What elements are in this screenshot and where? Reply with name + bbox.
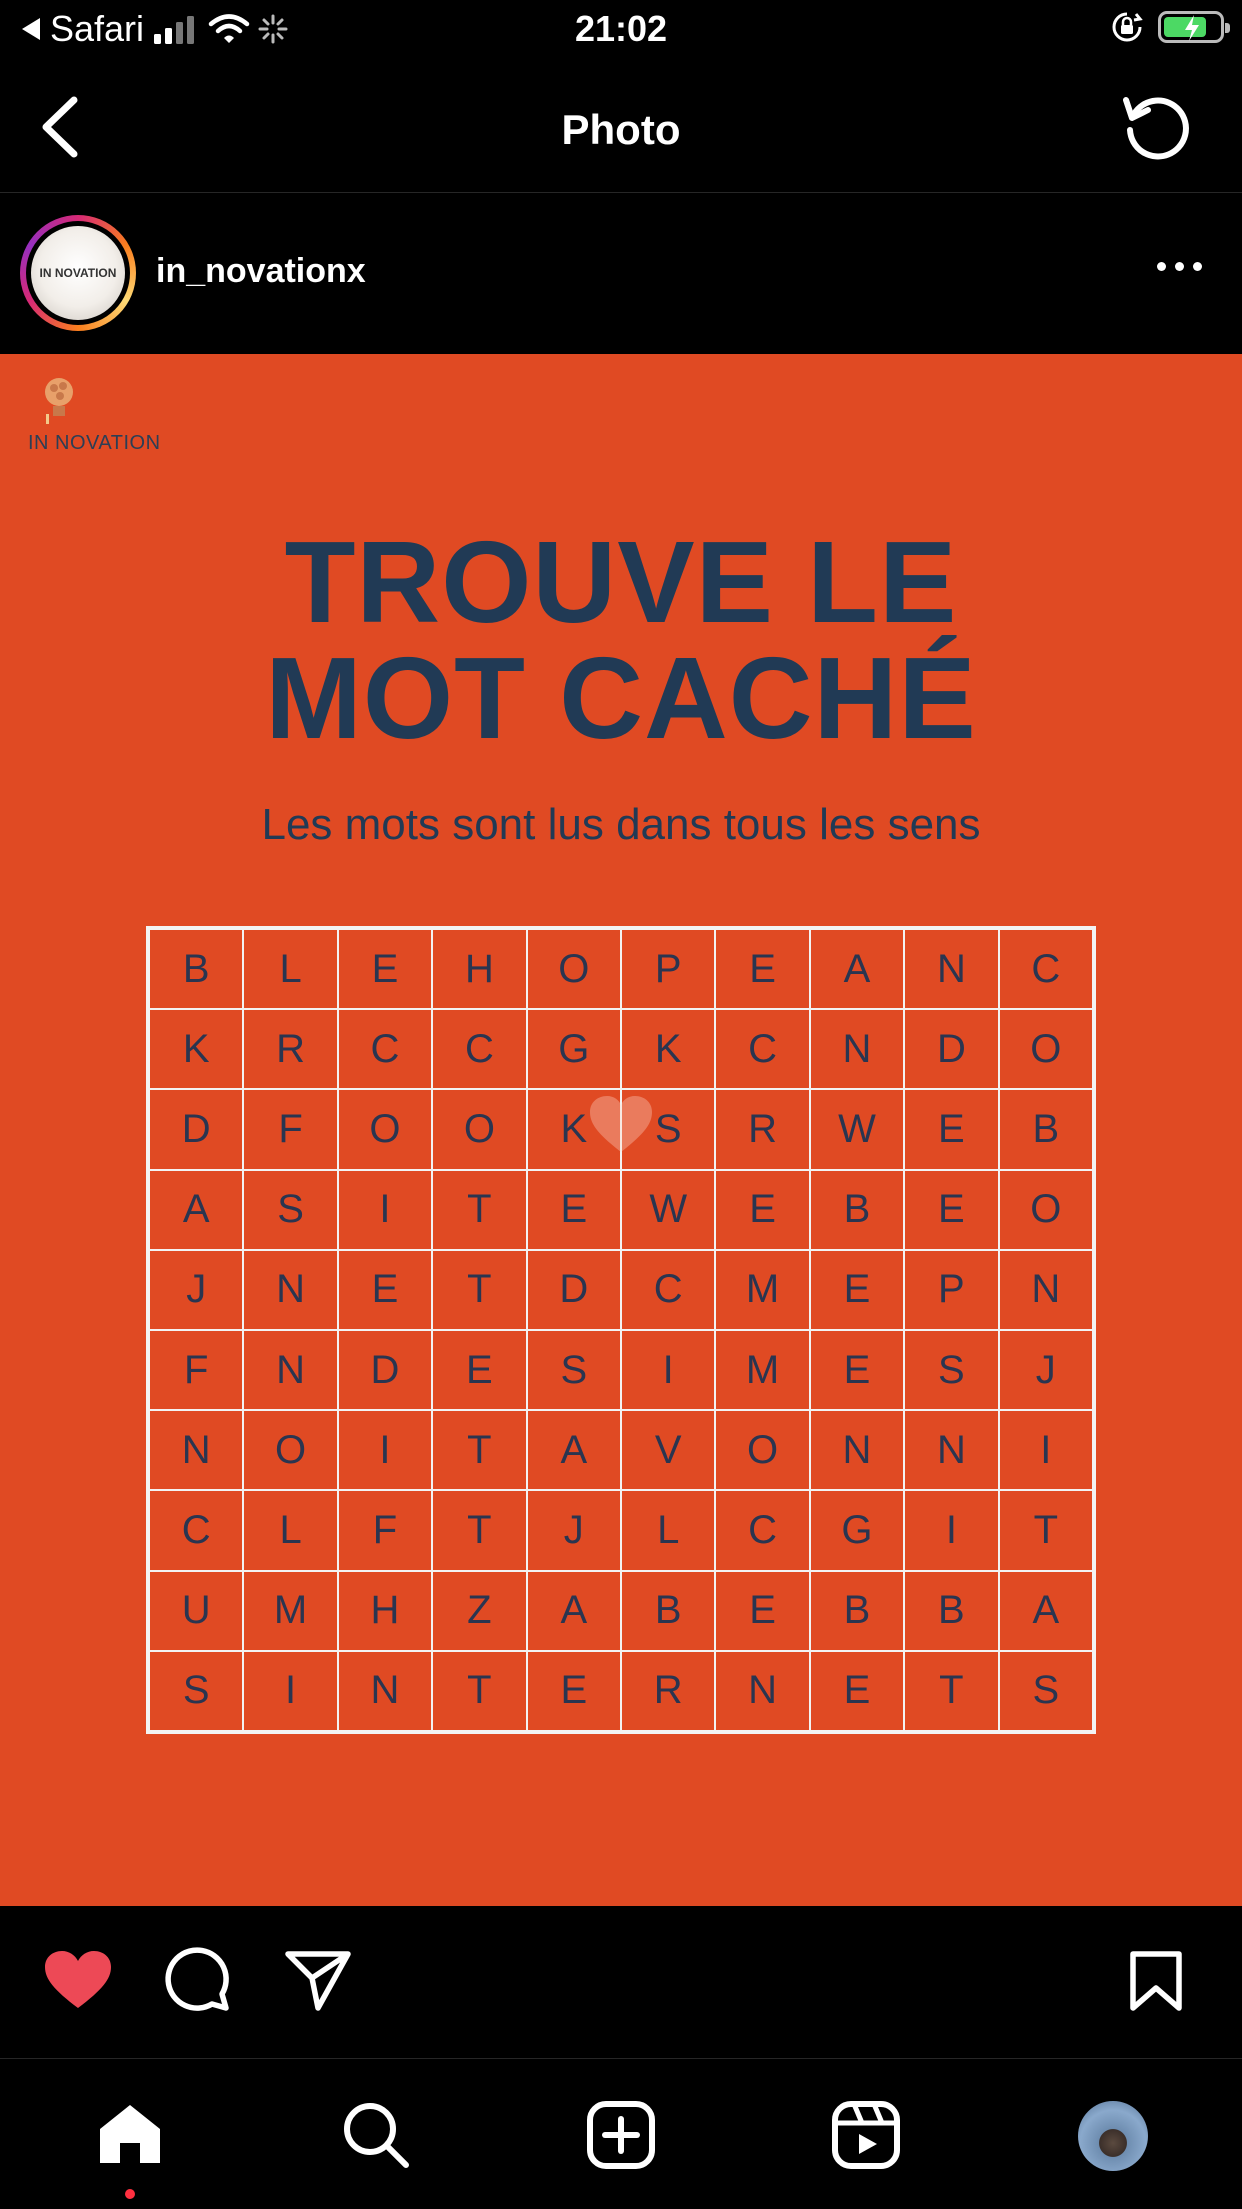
more-options-icon[interactable] <box>1157 262 1202 271</box>
comment-icon[interactable] <box>164 1946 232 2014</box>
grid-cell: N <box>243 1250 337 1330</box>
grid-cell: H <box>432 929 526 1009</box>
tab-search-icon[interactable] <box>340 2099 412 2171</box>
grid-cell: E <box>904 1089 998 1169</box>
home-active-dot <box>125 2189 135 2199</box>
grid-cell: E <box>715 1571 809 1651</box>
grid-cell: C <box>621 1250 715 1330</box>
grid-cell: R <box>621 1651 715 1731</box>
grid-cell: I <box>621 1330 715 1410</box>
grid-cell: R <box>715 1089 809 1169</box>
grid-cell: S <box>527 1330 621 1410</box>
grid-cell: P <box>904 1250 998 1330</box>
page-title: Photo <box>561 106 681 153</box>
avatar[interactable] <box>31 226 125 320</box>
grid-cell: T <box>432 1250 526 1330</box>
battery-icon <box>1158 11 1224 43</box>
grid-cell: A <box>527 1410 621 1490</box>
likes-count-peek <box>46 2042 246 2056</box>
grid-cell: S <box>904 1330 998 1410</box>
grid-cell: I <box>338 1410 432 1490</box>
status-time: 21:02 <box>574 8 668 49</box>
grid-cell: E <box>715 929 809 1009</box>
grid-cell: I <box>999 1410 1093 1490</box>
grid-cell: E <box>338 1250 432 1330</box>
grid-cell: N <box>999 1250 1093 1330</box>
brand-text: IN NOVATION <box>28 432 161 454</box>
grid-cell: C <box>149 1490 243 1570</box>
bookmark-icon[interactable] <box>1128 1950 1184 2012</box>
grid-cell: S <box>243 1170 337 1250</box>
grid-cell: B <box>810 1170 904 1250</box>
grid-cell: J <box>149 1250 243 1330</box>
grid-cell: A <box>527 1571 621 1651</box>
grid-cell: T <box>432 1410 526 1490</box>
grid-cell: M <box>715 1330 809 1410</box>
grid-cell: C <box>432 1009 526 1089</box>
post-image[interactable] <box>0 354 1242 1906</box>
grid-cell: T <box>432 1490 526 1570</box>
grid-cell: O <box>999 1009 1093 1089</box>
grid-cell: B <box>621 1571 715 1651</box>
grid-cell: W <box>621 1170 715 1250</box>
grid-cell: C <box>715 1490 809 1570</box>
grid-cell: A <box>810 929 904 1009</box>
orientation-lock-icon <box>1110 10 1144 44</box>
grid-cell: O <box>527 929 621 1009</box>
grid-cell: J <box>999 1330 1093 1410</box>
word-search-grid <box>146 926 1096 1734</box>
grid-cell: O <box>999 1170 1093 1250</box>
brand-logo <box>28 376 208 466</box>
grid-cell: W <box>810 1089 904 1169</box>
grid-cell: E <box>810 1250 904 1330</box>
status-bar <box>0 0 1242 62</box>
grid-cell: R <box>243 1009 337 1089</box>
grid-cell: O <box>338 1089 432 1169</box>
grid-cell: S <box>621 1089 715 1169</box>
grid-cell: B <box>810 1571 904 1651</box>
grid-cell: A <box>999 1571 1093 1651</box>
grid-cell: D <box>904 1009 998 1089</box>
grid-cell: B <box>999 1089 1093 1169</box>
grid-cell: F <box>149 1330 243 1410</box>
post-actions <box>0 1906 1242 2056</box>
grid-cell: S <box>149 1651 243 1731</box>
grid-cell: U <box>149 1571 243 1651</box>
tab-create-icon[interactable] <box>585 2099 657 2171</box>
grid-cell: D <box>527 1250 621 1330</box>
refresh-icon[interactable] <box>1118 90 1192 164</box>
grid-cell: C <box>999 929 1093 1009</box>
grid-cell: N <box>904 929 998 1009</box>
grid-cell: G <box>527 1009 621 1089</box>
grid-cell: B <box>904 1571 998 1651</box>
grid-cell: K <box>621 1009 715 1089</box>
headline-line-2: MOT CACHÉ <box>265 633 977 763</box>
grid-cell: I <box>243 1651 337 1731</box>
grid-cell: L <box>243 929 337 1009</box>
grid-cell: B <box>149 929 243 1009</box>
grid-cell: M <box>243 1571 337 1651</box>
grid-cell: T <box>904 1651 998 1731</box>
grid-cell: P <box>621 929 715 1009</box>
grid-cell: N <box>810 1009 904 1089</box>
grid-cell: E <box>432 1330 526 1410</box>
grid-cell: Z <box>432 1571 526 1651</box>
headline <box>0 517 1242 763</box>
grid-cell: E <box>338 929 432 1009</box>
grid-cell: E <box>527 1170 621 1250</box>
grid-cell: J <box>527 1490 621 1570</box>
avatar-logo-text: IN NOVATION <box>39 266 117 280</box>
grid-cell: C <box>338 1009 432 1089</box>
grid-cell: T <box>432 1651 526 1731</box>
grid-cell: G <box>810 1490 904 1570</box>
grid-cell: K <box>527 1089 621 1169</box>
grid-cell: O <box>432 1089 526 1169</box>
headline-line-1: TROUVE LE <box>284 517 958 647</box>
grid-cell: N <box>338 1651 432 1731</box>
grid-cell: N <box>715 1651 809 1731</box>
grid-cell: E <box>904 1170 998 1250</box>
tab-bar <box>0 2058 1242 2209</box>
grid-cell: D <box>149 1089 243 1169</box>
grid-cell: E <box>527 1651 621 1731</box>
grid-cell: F <box>243 1089 337 1169</box>
grid-cell: T <box>432 1170 526 1250</box>
heart-icon[interactable] <box>42 1948 114 2012</box>
tab-reels-icon[interactable] <box>830 2099 902 2171</box>
grid-cell: S <box>999 1651 1093 1731</box>
tab-profile-avatar[interactable] <box>1078 2101 1148 2171</box>
grid-cell: F <box>338 1490 432 1570</box>
grid-cell: N <box>810 1410 904 1490</box>
tab-home-icon[interactable] <box>94 2099 166 2171</box>
post-header <box>0 192 1242 354</box>
status-right <box>1110 10 1224 44</box>
double-tap-heart-icon <box>588 1094 654 1156</box>
grid-cell: I <box>904 1490 998 1570</box>
grid-cell: K <box>149 1009 243 1089</box>
username[interactable]: in_novationx <box>156 252 366 290</box>
grid-cell: E <box>715 1170 809 1250</box>
nav-bar <box>0 62 1242 193</box>
grid-cell: T <box>999 1490 1093 1570</box>
grid-cell: I <box>338 1170 432 1250</box>
grid-cell: N <box>243 1330 337 1410</box>
grid-cell: A <box>149 1170 243 1250</box>
grid-cell: C <box>715 1009 809 1089</box>
grid-cell: L <box>243 1490 337 1570</box>
grid-cell: V <box>621 1410 715 1490</box>
grid-cell: N <box>904 1410 998 1490</box>
lightbulb-logo-icon <box>42 376 76 424</box>
grid-cell: N <box>149 1410 243 1490</box>
grid-cell: O <box>243 1410 337 1490</box>
grid-cell: L <box>621 1490 715 1570</box>
grid-cell: O <box>715 1410 809 1490</box>
grid-cell: M <box>715 1250 809 1330</box>
grid-cell: E <box>810 1330 904 1410</box>
subtitle: Les mots sont lus dans tous les sens <box>261 800 981 849</box>
story-ring[interactable] <box>20 215 136 331</box>
carrier-label: Safari <box>50 8 145 49</box>
grid-cell: D <box>338 1330 432 1410</box>
grid-cell: H <box>338 1571 432 1651</box>
share-icon[interactable] <box>284 1948 352 2012</box>
grid-cell: E <box>810 1651 904 1731</box>
